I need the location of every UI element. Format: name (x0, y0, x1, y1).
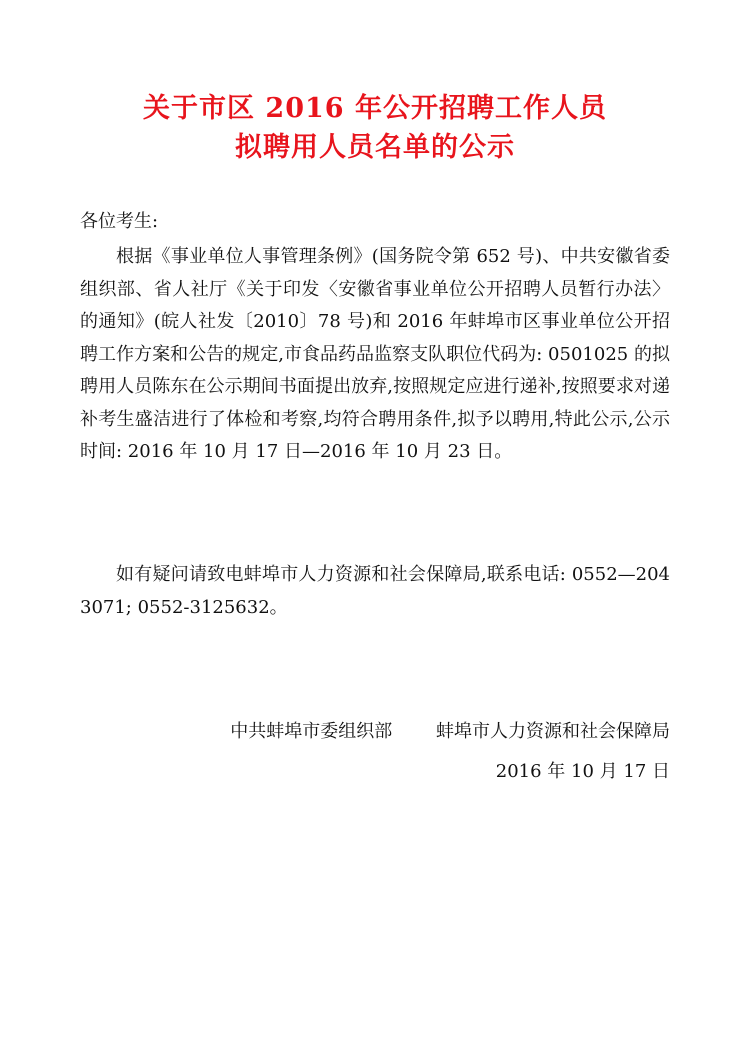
body-paragraph-2: 如有疑问请致电蚌埠市人力资源和社会保障局,联系电话: 0552—2043071; 0552-3125632。 (80, 564, 670, 618)
title-line-2: 拟聘用人员名单的公示 (235, 132, 515, 163)
signature-org-1: 中共蚌埠市委组织部 (230, 721, 393, 742)
salutation: 各位考生: (80, 211, 159, 232)
signature-organizations (230, 719, 670, 745)
signature-date: 2016 年 10 月 17 日 (495, 761, 670, 782)
signature-org-2: 蚌埠市人力资源和社会保障局 (436, 721, 670, 742)
title-line-1: 关于市区 2016 年公开招聘工作人员 (143, 93, 607, 124)
body-paragraph-1: 根据《事业单位人事管理条例》(国务院令第 652 号)、中共安徽省委组织部、省人社厅《关于印发〈安徽省事业单位公开招聘人员暂行办法〉的通知》(皖人社发〔2010〕78 号)和 2016 年蚌埠市区事业单位公开招聘工作方案和公告的规定,市食品药品监察支队职位代码为: 0501025 的拟聘用人员陈东在公示期间书面提出放弃,按照规定应进行递补,按照要求对递补考生盛洁进行了体检和考察,均符合聘用条件,拟予以聘用,特此公示,公示时间: 2016 年 10 月 17 日—2016 年 10 月 23 日。 (80, 246, 670, 462)
